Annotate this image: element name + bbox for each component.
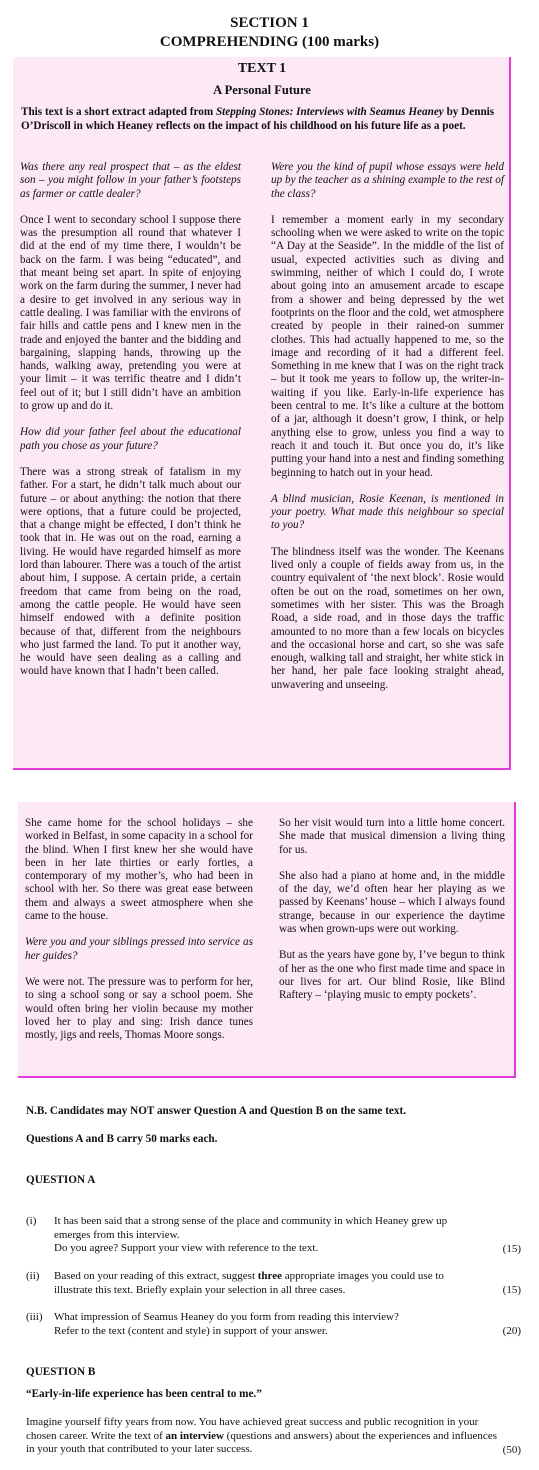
question-b-emphasis: an interview (165, 1429, 224, 1442)
marks-note: Questions A and B carry 50 marks each. (26, 1133, 218, 1145)
left-column (20, 161, 241, 692)
interview-answer: The blindness itself was the wonder. The Keenans lived only a couple of fields away from us, in the country equivalent of ‘the next block’. Rosie would often be out on the road, sometimes on her own, sometimes with her sister. This was the Broagh Road, a side road, and in those days the traffic amounted to no more than a few locals on bicycles and the occasional horse and cart, so she was safe enough, walking tall and straight, her white stick in her hand, her pale face looking straight ahead, unwavering and unseeing. (271, 545, 504, 691)
question-a-item (26, 1311, 521, 1339)
question-b-text (26, 1416, 504, 1457)
question-a-heading: QUESTION A (26, 1174, 96, 1186)
question-b-part: Imagine yourself fifty years from now. You have achieved great success and public recognition in your chosen career. Write the text of (26, 1416, 479, 1442)
interview-answer: But as the years have gone by, I’ve begun to think of her as the one who first made time and space in our lives for art. Our blind Rosie, like Blind Raftery – ‘playing music to empty pockets’. (279, 949, 505, 1002)
question-line: Do you agree? Support your view with reference to the text. (54, 1242, 319, 1255)
left-column-2 (25, 817, 253, 1055)
interview-answer: She also had a piano at home and, in the middle of the day, we’d often hear her playing as we passed by Keenans’ house – which I always found strange, because in our experience the daytime was when grown-ups were out working. (279, 869, 505, 936)
question-a-item (26, 1215, 521, 1257)
right-column (271, 161, 504, 705)
intro-paragraph (21, 106, 503, 133)
question-b-task (26, 1416, 521, 1460)
question-text (54, 1311, 474, 1338)
intro-part-2: by Dennis O’Driscoll in which Heaney reflects on the impact of his childhood on his future life as a poet. (21, 106, 495, 132)
question-number: (i) (26, 1215, 37, 1227)
question-marks: (20) (502, 1325, 521, 1337)
interview-answer: We were not. The pressure was to perform for her, to sing a school song or say a school poem. She would often bring her violin because my mother loved her to play and sing: Irish dance tunes mostly, jigs and reels, Thomas Moore songs. (25, 975, 253, 1042)
interview-question: How did your father feel about the educational path you chose as your future? (20, 426, 241, 452)
question-a-item (26, 1270, 521, 1298)
question-b-part: (questions and answers) about the experiences and influences in your youth that contributed to your later success. (26, 1429, 497, 1456)
interview-question: Was there any real prospect that – as the eldest son – you might follow in your father’s footsteps as farmer or cattle dealer? (20, 161, 241, 200)
text-box-page-1 (13, 57, 511, 770)
right-column-2 (279, 817, 505, 1016)
section-heading: SECTION 1 (230, 15, 309, 31)
question-number: (ii) (26, 1270, 40, 1282)
question-part: appropriate images you could use to illustrate this text. Briefly explain your selection in all three cases. (54, 1270, 444, 1296)
interview-answer: Once I went to secondary school I suppose there was the presumption all round that whatever I did at the end of my time there, I wouldn’t be back on the farm. I was being “educated”, and that meant being set apart. In spite of enjoying work on the farm during the summer, I never had a desire to get involved in any serious way in cattle dealing. I was familiar with the environs of fair hills and cattle pens and I knew men in the trade and enjoyed the banter and the bidding and bargaining, slapping hands, throwing up the hands, walking away, pretending you were at your limit – it was terrific theatre and I didn’t feel out of it; but I still didn’t have an ambition to grow up and do it. (20, 213, 241, 413)
question-marks: (50) (502, 1444, 521, 1456)
question-text (54, 1215, 484, 1256)
interview-question: A blind musician, Rosie Keenan, is mentioned in your poetry. What made this neighbour so special to you? (271, 492, 504, 532)
question-b-heading: QUESTION B (26, 1366, 96, 1378)
question-line: Refer to the text (content and style) in support of your answer. (54, 1324, 328, 1337)
question-marks: (15) (502, 1243, 521, 1255)
question-b-quote: “Early-in-life experience has been central to me.” (26, 1388, 262, 1400)
question-text (54, 1270, 474, 1297)
interview-question: Were you and your siblings pressed into service as her guides? (25, 936, 253, 962)
intro-part-1: This text is a short extract adapted from (21, 106, 216, 118)
interview-answer: So her visit would turn into a little home concert. She made that musical dimension a living thing for us. (279, 817, 505, 856)
interview-question: Were you the kind of pupil whose essays were held up by the teacher as a shining example to the rest of the class? (271, 161, 504, 200)
section-subheading: COMPREHENDING (100 marks) (159, 34, 380, 50)
nb-note: N.B. Candidates may NOT answer Question A and Question B on the same text. (26, 1105, 407, 1117)
interview-answer: She came home for the school holidays – she worked in Belfast, in some capacity in a school for the blind. When I first knew her she would have been in her late thirties or early forties, a contemporary of my mother’s, who had been in school with her. So there was great ease between them and always a sweet atmosphere when she came to the house. (25, 817, 253, 923)
interview-answer: There was a strong streak of fatalism in my father. For a start, he didn’t talk much about our future – or about anything: the notion that there were options, that a future could be projected, that a change might be effected, I don’t think he took that in. He was out on the road, earning a living. He would have regarded himself as more lord than labourer. There was a touch of the artist about him, I suppose. A certain pride, a certain freedom that came from being on the road, among the cattle people. He would have seen himself endowed with a definite position because of that, different from the neighbours who just farmed the land. To put it another way, he would have seen dealing as a calling and would have known that I hadn’t been called. (20, 465, 241, 678)
interview-answer: I remember a moment early in my secondary schooling when we were asked to write on the topic “A Day at the Seaside”. In the middle of the list of usual, expected activities such as diving and swimming, neither of which I could do, I wrote about going into an amusement arcade to escape from a shower and being depressed by the wet footprints on the floor and the cold, wet atmosphere created by people in their rained-on summer clothes. This had actually happened to me, so the image and recording of it had a different feel. Something in me knew that I was on the right track – but it took me years to follow up, the writer-in-waiting if you like. Early-in-life experience has been central to me. It’s like a culture at the bottom of a jar, although it doesn’t grow, I think, or help anything else to grow, unless you find a way to reach it and touch it. But once you do, it’s like putting your hand into a nest and finding something beginning to hatch out in your head. (271, 213, 504, 479)
text-label: TEXT 1 (237, 61, 287, 76)
question-line: It has been said that a strong sense of the place and community in which Heaney grew up emerges from this interview. (54, 1215, 448, 1241)
question-marks: (15) (502, 1284, 521, 1296)
intro-book-title: Stepping Stones: Interviews with Seamus Heaney (215, 106, 444, 118)
text-title: A Personal Future (213, 83, 311, 97)
question-number: (iii) (26, 1311, 43, 1323)
text-box-page-2 (18, 802, 516, 1078)
question-line: What impression of Seamus Heaney do you form from reading this interview? (54, 1311, 399, 1323)
question-emphasis: three (257, 1270, 282, 1282)
question-part: Based on your reading of this extract, suggest (54, 1270, 258, 1282)
